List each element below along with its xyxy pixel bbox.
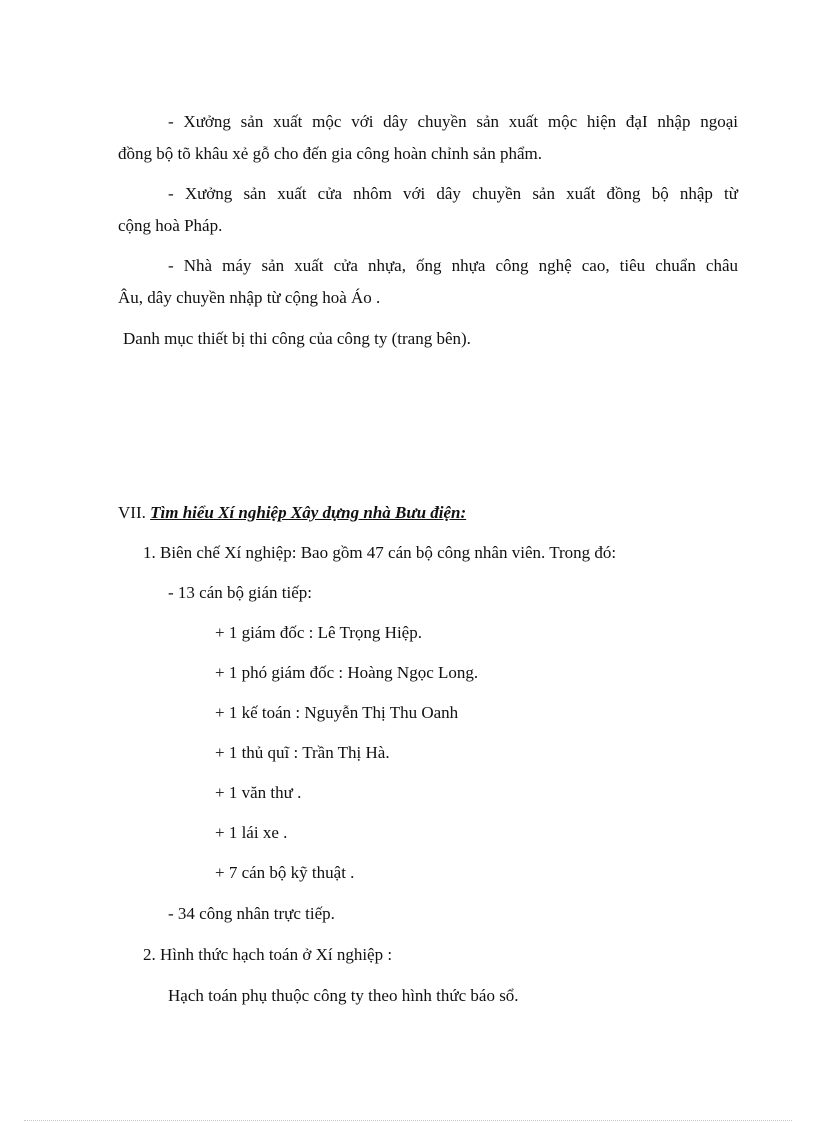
item-staffing: 1. Biên chế Xí nghiệp: Bao gồm 47 cán bộ công nhân viên. Trong đó: <box>143 543 617 562</box>
direct-workers: - 34 công nhân trực tiếp. <box>168 904 335 923</box>
paragraph-plastic-factory-line2: Âu, dây chuyền nhập từ cộng hoà Áo . <box>118 288 381 307</box>
section-title: Tìm hiểu Xí nghiệp Xây dựng nhà Bưu điện: <box>150 503 467 522</box>
staff-list-item: + 1 kế toán : Nguyễn Thị Thu Oanh <box>215 703 459 722</box>
paragraph-aluminum-workshop-line2: cộng hoà Pháp. <box>118 216 223 235</box>
staff-list-item: + 1 phó giám đốc : Hoàng Ngọc Long. <box>215 663 479 682</box>
equipment-note: Danh mục thiết bị thi công của công ty (trang bên). <box>123 329 471 348</box>
staff-list-item: + 1 giám đốc : Lê Trọng Hiệp. <box>215 623 422 642</box>
staff-list-item: + 1 lái xe . <box>215 823 288 842</box>
indirect-staff-heading: - 13 cán bộ gián tiếp: <box>168 583 312 602</box>
staff-list-item: + 1 văn thư . <box>215 783 302 802</box>
paragraph-aluminum-workshop-line1: - Xưởng sản xuất cửa nhôm với dây chuyền sản xuất đồng bộ nhập từ <box>168 184 738 203</box>
section-heading <box>118 502 466 524</box>
paragraph-plastic-factory-line1: - Nhà máy sản xuất cửa nhựa, ống nhựa công nghệ cao, tiêu chuẩn châu <box>168 256 738 275</box>
section-number: VII. <box>118 503 146 522</box>
footer-divider <box>24 1120 792 1121</box>
accounting-description: Hạch toán phụ thuộc công ty theo hình thức báo sổ. <box>168 986 519 1005</box>
item-accounting-form: 2. Hình thức hạch toán ở Xí nghiệp : <box>143 945 393 964</box>
staff-list-item: + 7 cán bộ kỹ thuật . <box>215 863 355 882</box>
staff-list-item: + 1 thủ quĩ : Trần Thị Hà. <box>215 743 390 762</box>
paragraph-wood-workshop-line1: - Xưởng sản xuất mộc với dây chuyền sản xuất mộc hiện đạI nhập ngoại <box>168 112 738 131</box>
paragraph-wood-workshop-line2: đồng bộ tõ khâu xẻ gỗ cho đến gia công hoàn chỉnh sản phẩm. <box>118 144 542 163</box>
